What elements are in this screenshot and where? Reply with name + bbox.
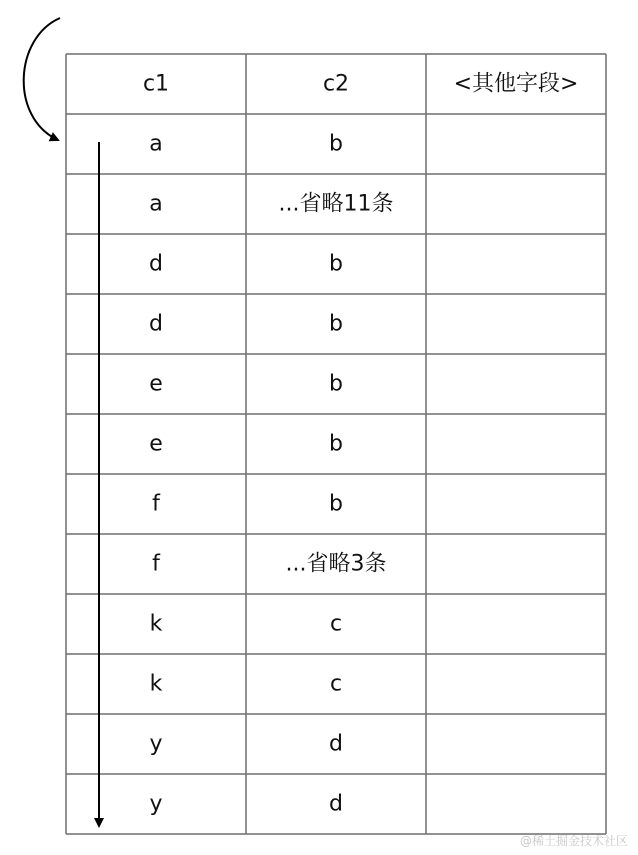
table-cell: e [149, 371, 163, 397]
table-cell: a [149, 131, 163, 157]
table-cell: c [329, 671, 343, 697]
column-header: <其他字段> [453, 71, 579, 97]
table-cell: y [149, 731, 163, 757]
table-cell: d [149, 311, 163, 337]
table-cell: k [149, 671, 163, 697]
table-cells [143, 72, 578, 817]
table-cell: d [329, 731, 343, 757]
column-header: c1 [142, 71, 170, 97]
watermark: @稀土掘金技术社区 [519, 834, 628, 848]
column-header: c2 [322, 71, 350, 97]
table-cell: k [149, 611, 163, 637]
table-cell: d [149, 251, 163, 277]
table-cell: b [329, 371, 343, 397]
table-cell: b [329, 311, 343, 337]
table-cell: b [329, 251, 343, 277]
curved-arrow-icon [24, 18, 60, 140]
table-cell: f [152, 551, 160, 577]
table-cell: b [329, 491, 343, 517]
table-cell: y [149, 791, 163, 817]
table-cell: f [152, 491, 160, 517]
table-cell: a [149, 191, 163, 217]
table-cell: d [329, 791, 343, 817]
table-cell: ...省略11条 [278, 191, 394, 217]
table-cell: e [149, 431, 163, 457]
table-cell: c [329, 611, 343, 637]
table-cell: b [329, 131, 343, 157]
table-cell: b [329, 431, 343, 457]
table-cell: ...省略3条 [285, 551, 387, 577]
